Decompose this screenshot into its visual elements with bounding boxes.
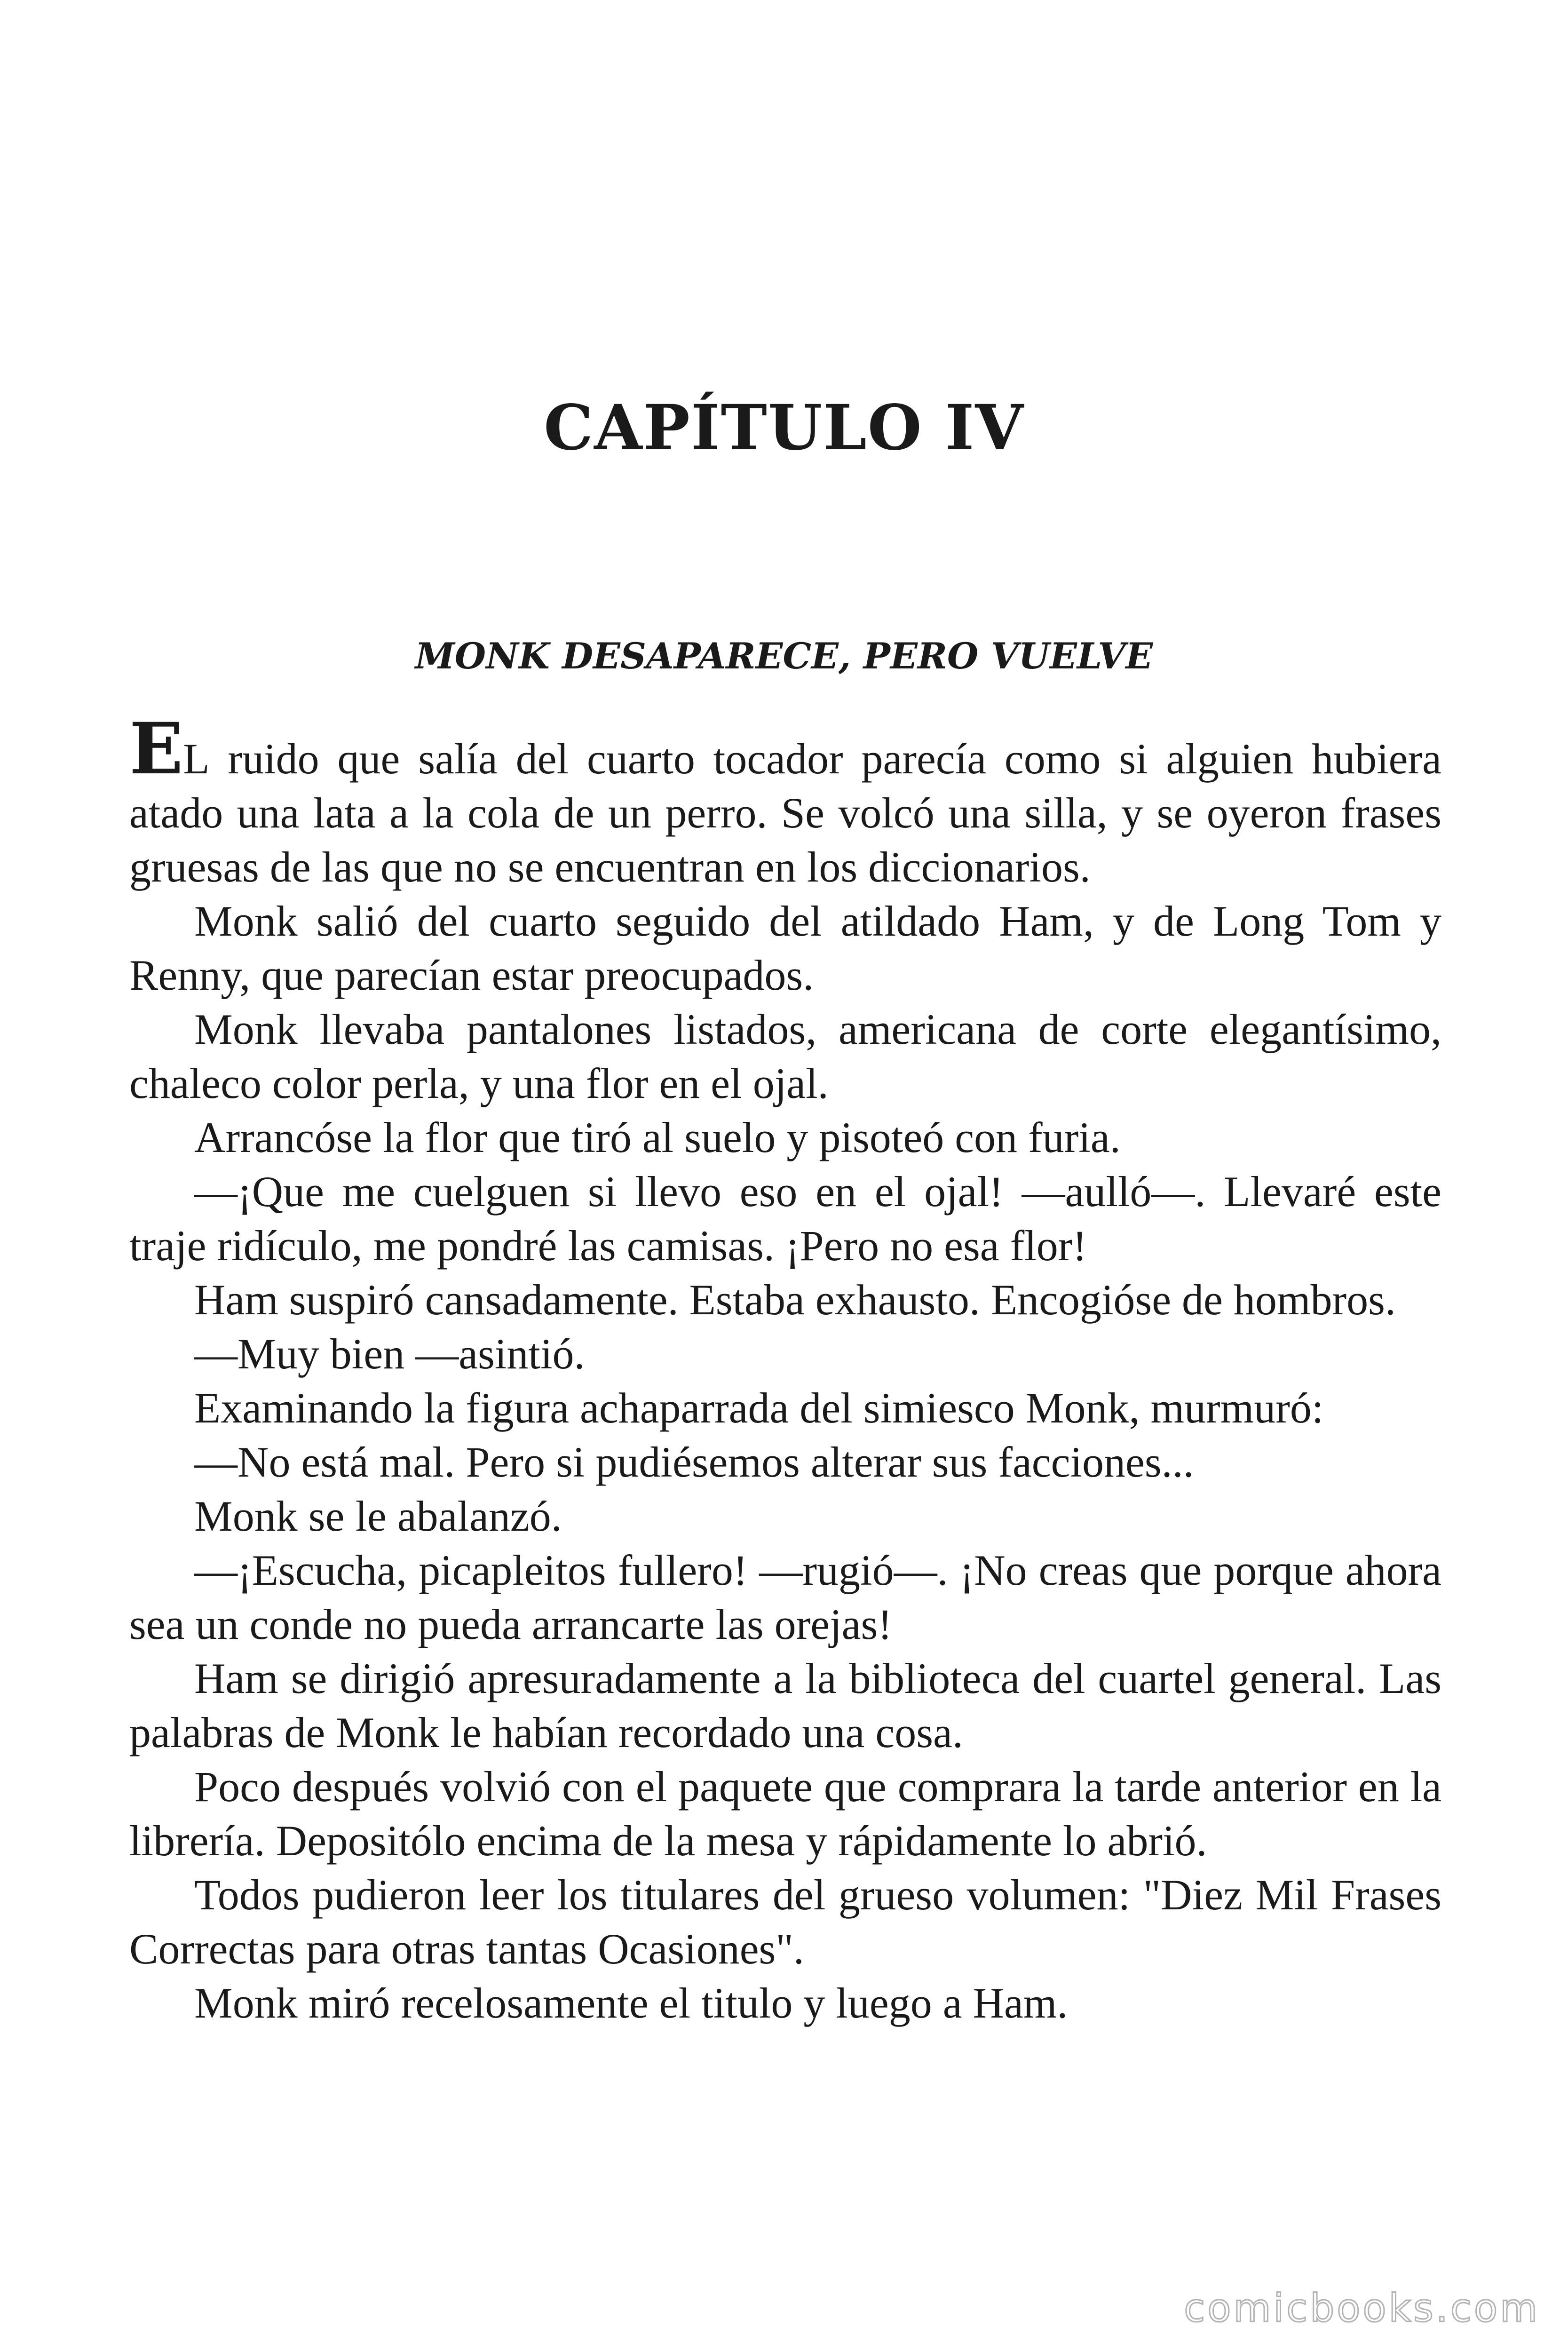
paragraph: Monk miró recelosamente el titulo y luego a Ham. — [194, 1979, 1068, 2027]
paragraph: —No está mal. Pero si pudiésemos alterar sus facciones... — [194, 1438, 1194, 1486]
first-paragraph — [129, 707, 1441, 894]
paragraph: —Muy bien —asintió. — [194, 1330, 585, 1378]
paragraph: —¡Escucha, picapleitos fullero! —rugió—. ¡No creas que porque ahora sea un conde no pueda arrancarte las orejas! — [129, 1546, 1441, 1648]
paragraph: Monk se le abalanzó. — [194, 1492, 562, 1540]
paragraph: Monk salió del cuarto seguido del atildado Ham, y de Long Tom y Renny, que parecían estar preocupados. — [129, 897, 1441, 999]
paragraph: Arrancóse la flor que tiró al suelo y pisoteó con furia. — [194, 1113, 1121, 1161]
paragraph: —¡Que me cuelguen si llevo eso en el ojal! —aulló—. Llevaré este traje ridículo, me pondré las camisas. ¡Pero no esa flor! — [129, 1168, 1441, 1270]
paragraph: Ham suspiró cansadamente. Estaba exhausto. Encogióse de hombros. — [194, 1276, 1396, 1324]
drop-cap: E — [129, 707, 183, 790]
paragraph: Poco después volvió con el paquete que comprara la tarde anterior en la librería. Depositólo encima de la mesa y rápidamente lo abrió. — [129, 1763, 1441, 1865]
watermark: comicbooks.com — [1184, 2286, 1540, 2331]
chapter-title: CAPÍTULO IV — [544, 391, 1024, 464]
first-word-rest: L — [183, 735, 210, 783]
chapter-body — [129, 707, 1441, 2030]
first-paragraph-text: ruido que salía del cuarto tocador parecía como si alguien hubiera atado una lata a la cola de un perro. Se volcó una silla, y se oyeron frases gruesas de las que no se encuentran en los diccionarios. — [129, 735, 1441, 891]
paragraph: Todos pudieron leer los titulares del grueso volumen: "Diez Mil Frases Correctas para otras tantas Ocasiones". — [129, 1871, 1441, 1973]
chapter-subtitle: MONK DESAPARECE, PERO VUELVE — [415, 635, 1153, 677]
paragraph: Monk llevaba pantalones listados, americana de corte elegantísimo, chaleco color perla, y una flor en el ojal. — [129, 1005, 1441, 1107]
paragraph: Ham se dirigió apresuradamente a la biblioteca del cuartel general. Las palabras de Monk le habían recordado una cosa. — [129, 1654, 1441, 1756]
paragraph: Examinando la figura achaparrada del simiesco Monk, murmuró: — [194, 1384, 1324, 1432]
